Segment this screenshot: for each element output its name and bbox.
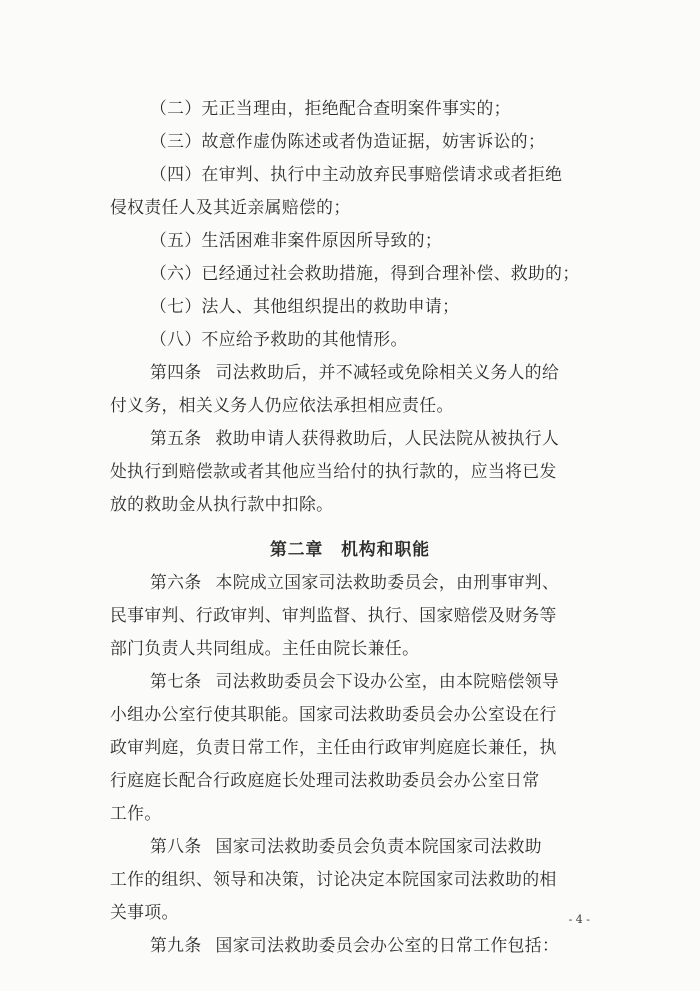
clause-item-4-line2: 侵权责任人及其近亲属赔偿的； [110, 197, 351, 217]
clause-item-3: （三）故意作虚伪陈述或者伪造证据，妨害诉讼的； [150, 131, 546, 151]
article-6-line3: 部门负责人共同组成。主任由院长兼任。 [110, 638, 420, 658]
chapter-heading [110, 533, 590, 566]
article-9-text: 国家司法救助委员会办公室的日常工作包括： [215, 935, 560, 955]
article-8-text: 国家司法救助委员会负责本院国家司法救助 [215, 836, 542, 856]
clause-item-7: （七）法人、其他组织提出的救助申请； [150, 296, 460, 316]
article-6-line1 [110, 566, 590, 599]
article-9-label: 第九条 [150, 935, 202, 955]
article-7-label: 第七条 [150, 671, 202, 691]
article-4-text: 司法救助后，并不减轻或免除相关义务人的给 [215, 362, 560, 382]
article-4-line2: 付义务，相关义务人仍应依法承担相应责任。 [110, 395, 454, 415]
article-7-text: 司法救助委员会下设办公室，由本院赔偿领导 [215, 671, 560, 691]
article-8-line2: 工作的组织、领导和决策，讨论决定本院国家司法救助的相 [110, 869, 557, 889]
article-8-line1 [110, 830, 590, 863]
article-4-line1 [110, 356, 590, 389]
article-7-line2: 小组办公室行使其职能。国家司法救助委员会办公室设在行 [110, 704, 557, 724]
page-number: - 4 - [568, 913, 590, 926]
article-8-label: 第八条 [150, 836, 202, 856]
article-7-line5: 工作。 [110, 803, 162, 823]
article-6-line2: 民事审判、行政审判、审判监督、执行、国家赔偿及财务等 [110, 605, 557, 625]
clause-item-5: （五）生活困难非案件原因所导致的； [150, 230, 443, 250]
clause-item-6: （六）已经通过社会救助措施，得到合理补偿、救助的； [150, 263, 580, 283]
article-5-label: 第五条 [150, 428, 202, 448]
article-6-label: 第六条 [150, 572, 202, 592]
article-9-line1 [110, 929, 590, 962]
article-4-label: 第四条 [150, 362, 202, 382]
article-7-line4: 行庭庭长配合行政庭庭长处理司法救助委员会办公室日常 [110, 770, 540, 790]
article-7-line3: 政审判庭，负责日常工作，主任由行政审判庭庭长兼任，执 [110, 737, 557, 757]
document-body [110, 92, 590, 962]
clause-item-2: （二）无正当理由，拒绝配合查明案件事实的； [150, 98, 511, 118]
clause-item-8: （八）不应给予救助的其他情形。 [150, 329, 408, 349]
chapter-title: 机构和职能 [341, 539, 431, 559]
clause-item-4-line1: （四）在审判、执行中主动放弃民事赔偿请求或者拒绝 [150, 164, 563, 184]
article-5-line3: 放的救助金从执行款中扣除。 [110, 494, 334, 514]
article-5-line1 [110, 422, 590, 455]
chapter-number: 第二章 [269, 539, 324, 559]
article-6-text: 本院成立国家司法救助委员会，由刑事审判、 [215, 572, 560, 592]
article-8-line3: 关事项。 [110, 902, 179, 922]
article-5-text: 救助申请人获得救助后，人民法院从被执行人 [215, 428, 560, 448]
article-5-line2: 处执行到赔偿款或者其他应当给付的执行款的，应当将已发 [110, 461, 557, 481]
article-7-line1 [110, 665, 590, 698]
